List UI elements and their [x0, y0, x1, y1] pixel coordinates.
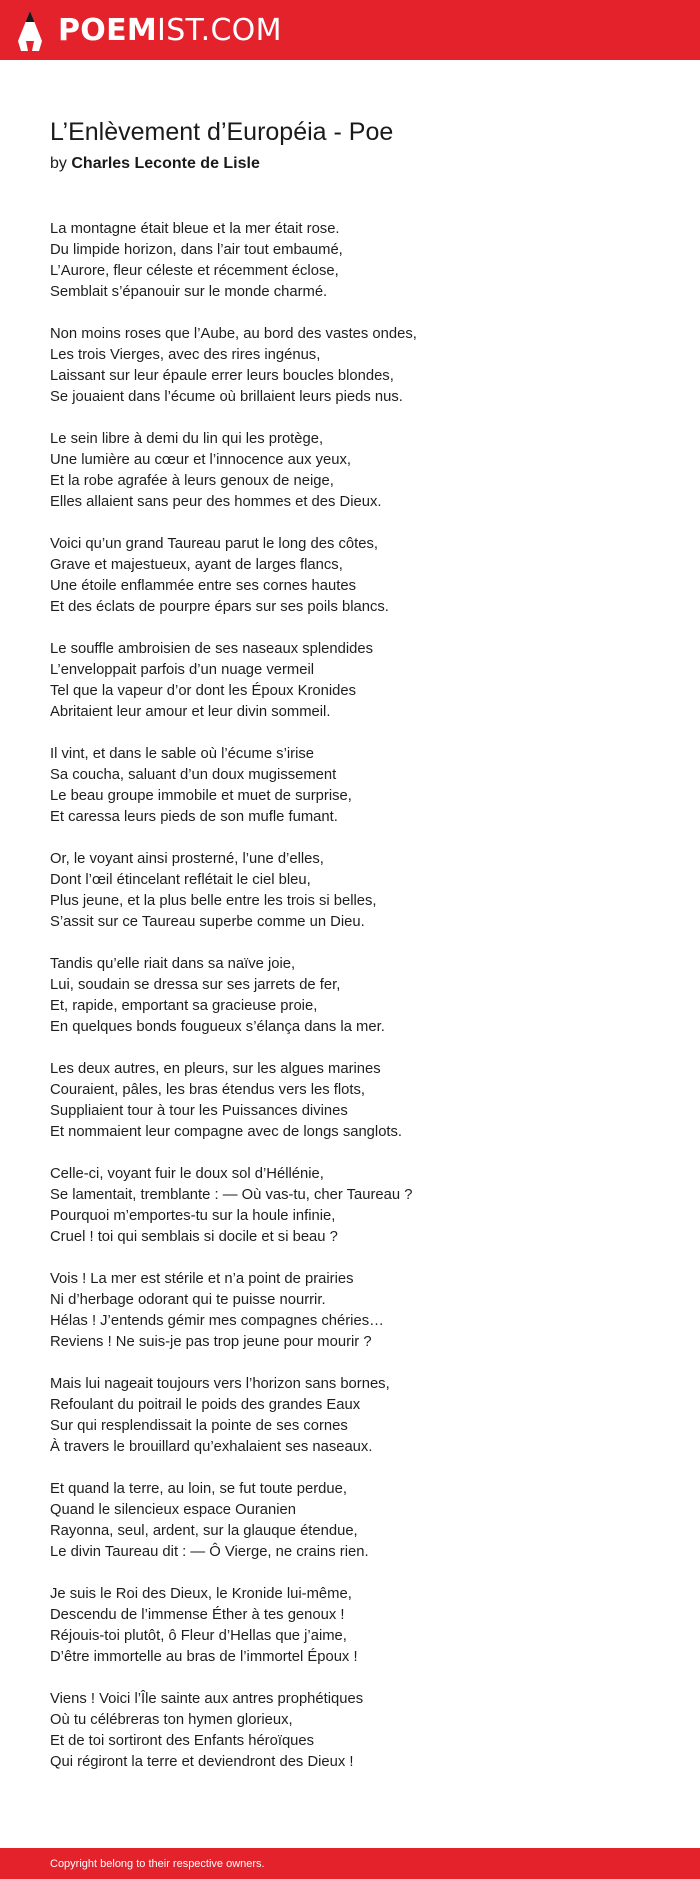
poem-stanza [50, 639, 650, 723]
poem-line: Je suis le Roi des Dieux, le Kronide lui-même, [50, 1586, 352, 1602]
logo-bold-text: POEM [58, 13, 158, 48]
poem-line: Sur qui resplendissait la pointe de ses cornes [50, 1418, 348, 1434]
poem-line: Lui, soudain se dressa sur ses jarrets de fer, [50, 977, 341, 993]
poem-line: Du limpide horizon, dans l’air tout embaumé, [50, 242, 343, 258]
poem-line: Et des éclats de pourpre épars sur ses poils blancs. [50, 599, 389, 615]
poem-line: Se jouaient dans l’écume où brillaient leurs pieds nus. [50, 389, 403, 405]
poem-line: Les trois Vierges, avec des rires ingénus, [50, 347, 321, 363]
poem-line: S’assit sur ce Taureau superbe comme un Dieu. [50, 914, 365, 930]
site-logo-text [58, 11, 282, 51]
poem-stanza [50, 744, 650, 828]
poem-line: Vois ! La mer est stérile et n’a point de prairies [50, 1271, 354, 1287]
poem-line: Laissant sur leur épaule errer leurs boucles blondes, [50, 368, 394, 384]
poem-line: Celle-ci, voyant fuir le doux sol d’Héllénie, [50, 1166, 324, 1182]
poem-line: Le sein libre à demi du lin qui les protège, [50, 431, 324, 447]
poem-line: L’enveloppait parfois d’un nuage vermeil [50, 662, 315, 678]
poem-line: À travers le brouillard qu’exhalaient ses naseaux. [50, 1439, 373, 1455]
poem-line: Le beau groupe immobile et muet de surprise, [50, 788, 352, 804]
poem-line: Une étoile enflammée entre ses cornes hautes [50, 578, 356, 594]
poem-line: Couraient, pâles, les bras étendus vers les flots, [50, 1082, 366, 1098]
poem-line: Ni d’herbage odorant qui te puisse nourrir. [50, 1292, 326, 1308]
poem-stanza [50, 849, 650, 933]
poem-line: Où tu célébreras ton hymen glorieux, [50, 1712, 293, 1728]
poem-stanza [50, 429, 650, 513]
poem-line: Abritaient leur amour et leur divin sommeil. [50, 704, 331, 720]
poem-line: Voici qu’un grand Taureau parut le long des côtes, [50, 536, 378, 552]
poem-stanza [50, 1479, 650, 1563]
poem-stanza [50, 1689, 650, 1773]
copyright-notice: Copyright belong to their respective owners. [50, 1858, 265, 1870]
site-header [0, 0, 700, 60]
poem-line: Et caressa leurs pieds de son mufle fumant. [50, 809, 338, 825]
site-logo-link[interactable] [18, 11, 282, 51]
poem-stanza [50, 1584, 650, 1668]
poem-stanza [50, 534, 650, 618]
poem-stanza [50, 324, 650, 408]
poem-stanza [50, 1269, 650, 1353]
poem-line: Dont l’œil étincelant reflétait le ciel bleu, [50, 872, 311, 888]
poem-line: Réjouis-toi plutôt, ô Fleur d’Hellas que j’aime, [50, 1628, 347, 1644]
poem-line: Les deux autres, en pleurs, sur les algues marines [50, 1061, 381, 1077]
poem-line: Le souffle ambroisien de ses naseaux splendides [50, 641, 374, 657]
poem-line: Le divin Taureau dit : — Ô Vierge, ne crains rien. [50, 1544, 369, 1560]
poem-stanza [50, 1164, 650, 1248]
site-footer [0, 1848, 700, 1879]
poem-line: Descendu de l’immense Éther à tes genoux ! [50, 1607, 345, 1623]
poem-line: La montagne était bleue et la mer était rose. [50, 221, 340, 237]
poem-line: Refoulant du poitrail le poids des grandes Eaux [50, 1397, 361, 1413]
poem-content [50, 112, 650, 1794]
poem-line: Reviens ! Ne suis-je pas trop jeune pour mourir ? [50, 1334, 372, 1350]
poem-line: Tel que la vapeur d’or dont les Époux Kronides [50, 683, 356, 699]
poem-author[interactable]: Charles Leconte de Lisle [71, 155, 260, 172]
poem-line: Cruel ! toi qui semblais si docile et si beau ? [50, 1229, 338, 1245]
poem-line: En quelques bonds fougueux s’élança dans la mer. [50, 1019, 385, 1035]
poem-stanza [50, 954, 650, 1038]
poem-line: Mais lui nageait toujours vers l’horizon sans bornes, [50, 1376, 390, 1392]
logo-light-text: IST.COM [157, 13, 282, 48]
poem-line: Hélas ! J’entends gémir mes compagnes chéries… [50, 1313, 384, 1329]
poem-line: Et, rapide, emportant sa gracieuse proie, [50, 998, 318, 1014]
poem-stanza [50, 1059, 650, 1143]
poem-line: Non moins roses que l’Aube, au bord des vastes ondes, [50, 326, 417, 342]
poem-line: Qui régiront la terre et deviendront des Dieux ! [50, 1754, 354, 1770]
poem-line: Viens ! Voici l’Île sainte aux antres prophétiques [50, 1691, 364, 1707]
poem-line: Semblait s’épanouir sur le monde charmé. [50, 284, 328, 300]
poem-line: Et nommaient leur compagne avec de longs sanglots. [50, 1124, 403, 1140]
poem-line: L’Aurore, fleur céleste et récemment éclose, [50, 263, 339, 279]
poem-line: Il vint, et dans le sable où l’écume s’irise [50, 746, 315, 762]
poem-line: Grave et majestueux, ayant de larges flancs, [50, 557, 343, 573]
poem-line: Or, le voyant ainsi prosterné, l’une d’elles, [50, 851, 324, 867]
poem-line: Sa coucha, saluant d’un doux mugissement [50, 767, 337, 783]
poem-line: Et de toi sortiront des Enfants héroïques [50, 1733, 315, 1749]
poem-line: Rayonna, seul, ardent, sur la glauque étendue, [50, 1523, 358, 1539]
poem-line: Se lamentait, tremblante : — Où vas-tu, cher Taureau ? [50, 1187, 413, 1203]
poem-line: Tandis qu’elle riait dans sa naïve joie, [50, 956, 296, 972]
poem-stanza [50, 1374, 650, 1458]
poem-line: Et quand la terre, au loin, se fut toute perdue, [50, 1481, 347, 1497]
by-label: by [50, 155, 67, 172]
poem-line: Elles allaient sans peur des hommes et des Dieux. [50, 494, 382, 510]
pencil-icon [18, 11, 42, 51]
poem-line: Plus jeune, et la plus belle entre les trois si belles, [50, 893, 377, 909]
poem-line: Une lumière au cœur et l’innocence aux yeux, [50, 452, 352, 468]
poem-byline [50, 152, 650, 176]
poem-body [50, 219, 650, 1773]
poem-line: Pourquoi m’emportes-tu sur la houle infinie, [50, 1208, 336, 1224]
poem-title: L’Enlèvement d’Européia - Poe [50, 118, 394, 146]
poem-line: Et la robe agrafée à leurs genoux de neige, [50, 473, 334, 489]
poem-line: Quand le silencieux espace Ouranien [50, 1502, 296, 1518]
poem-stanza [50, 219, 650, 303]
poem-line: D’être immortelle au bras de l’immortel Époux ! [50, 1649, 358, 1665]
poem-line: Suppliaient tour à tour les Puissances divines [50, 1103, 348, 1119]
